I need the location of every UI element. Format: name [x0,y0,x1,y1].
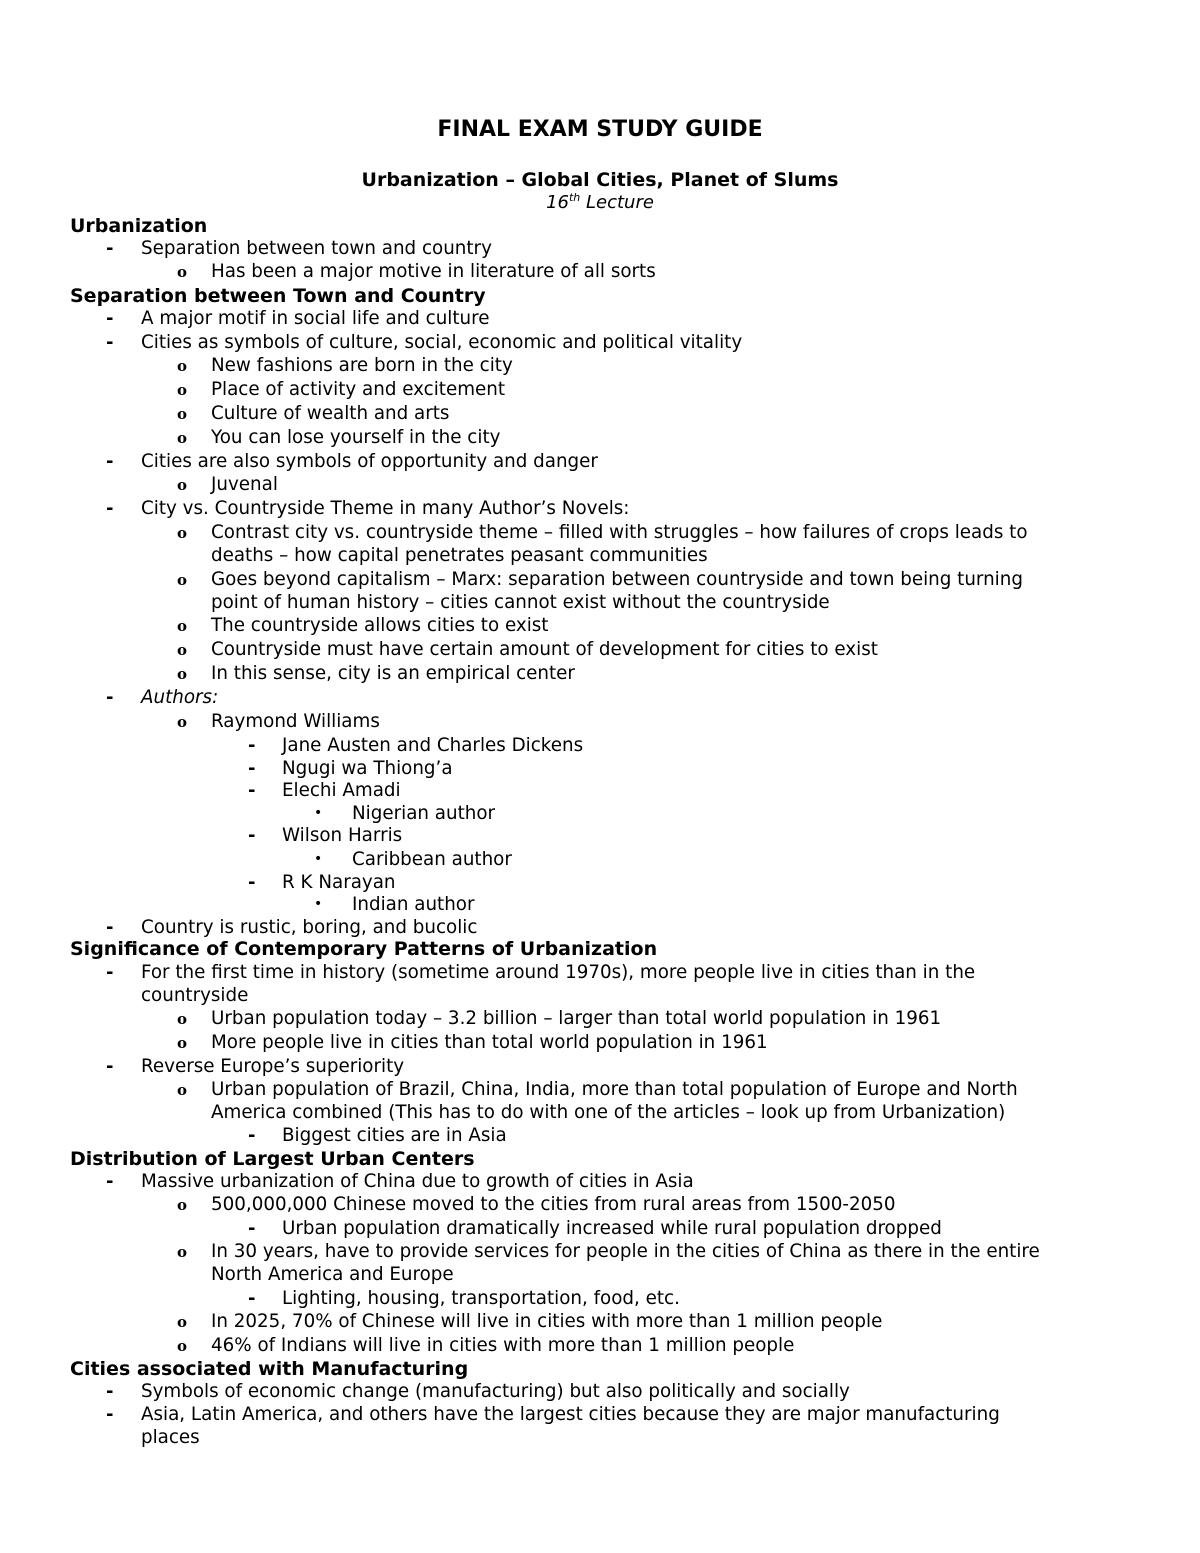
dash-marker: - [106,332,114,353]
list-item: Has been a major motive in literature of all sorts [211,261,656,282]
list-item: City vs. Countryside Theme in many Author’s Novels: [141,498,630,519]
list-item: Nigerian author [352,803,496,824]
o-marker: o [177,1337,188,1355]
list-item-continuation: point of human history – cities cannot exist without the countryside [211,592,830,613]
list-item: Goes beyond capitalism – Marx: separation between countryside and town being turning [211,569,1023,590]
lecture-ordinal: th [568,191,581,204]
o-marker: o [177,641,188,659]
list-item: 46% of Indians will live in cities with more than 1 million people [211,1335,795,1356]
document-subtitle: Urbanization – Global Cities, Planet of Slums [361,169,839,191]
dash-marker: - [248,872,256,893]
list-item: Massive urbanization of China due to growth of cities in Asia [141,1171,694,1192]
o-marker: o [177,1243,188,1261]
dash-marker: - [248,825,256,846]
section-heading-town-country: Separation between Town and Country [70,285,486,307]
list-item: In this sense, city is an empirical center [211,663,575,684]
o-marker: o [177,263,188,281]
lecture-label [0,192,1200,214]
section-heading-significance: Significance of Contemporary Patterns of Urbanization [70,938,658,960]
list-item-continuation: places [141,1427,200,1448]
list-item-continuation: North America and Europe [211,1264,454,1285]
list-item: Culture of wealth and arts [211,403,450,424]
document-title: FINAL EXAM STUDY GUIDE [437,117,763,142]
o-marker: o [177,357,188,375]
o-marker: o [177,1081,188,1099]
dash-marker: - [106,1171,114,1192]
bullet-marker: • [314,805,323,821]
o-marker: o [177,476,188,494]
list-item: Biggest cities are in Asia [282,1125,507,1146]
list-item: New fashions are born in the city [211,355,513,376]
dash-marker: - [106,1056,114,1077]
o-marker: o [177,429,188,447]
list-item: Elechi Amadi [282,780,401,801]
dash-marker: - [106,1381,114,1402]
dash-marker: - [106,498,114,519]
list-item: Raymond Williams [211,711,380,732]
dash-marker: - [248,735,256,756]
list-item: Urban population today – 3.2 billion – larger than total world population in 1961 [211,1008,942,1029]
dash-marker: - [106,308,114,329]
list-item: Place of activity and excitement [211,379,506,400]
list-item-continuation: deaths – how capital penetrates peasant communities [211,545,708,566]
o-marker: o [177,617,188,635]
dash-marker: - [106,962,114,983]
bullet-marker: • [314,896,323,912]
list-item: Countryside must have certain amount of development for cities to exist [211,639,878,660]
dash-marker: - [106,1404,114,1425]
list-item: You can lose yourself in the city [211,427,501,448]
o-marker: o [177,571,188,589]
list-item: Separation between town and country [141,238,492,259]
dash-marker: - [248,1125,256,1146]
list-item: Authors: [141,687,219,708]
list-item: Cities are also symbols of opportunity and danger [141,451,598,472]
list-item: Ngugi wa Thiong’a [282,758,453,779]
lecture-number: 16 [546,192,569,213]
dash-marker: - [248,780,256,801]
dash-marker: - [106,451,114,472]
list-item-continuation: countryside [141,985,249,1006]
list-item: Wilson Harris [282,825,403,846]
o-marker: o [177,1313,188,1331]
list-item: Caribbean author [352,849,512,870]
list-item: Lighting, housing, transportation, food, etc. [282,1288,680,1309]
list-item-continuation: America combined (This has to do with one of the articles – look up from Urbanization) [211,1102,1006,1123]
section-heading-distribution: Distribution of Largest Urban Centers [70,1148,475,1170]
lecture-word: Lecture [580,192,654,213]
list-item: For the first time in history (sometime around 1970s), more people live in cities than in the [141,962,976,983]
list-item: Juvenal [211,474,278,495]
list-item: Urban population dramatically increased while rural population dropped [282,1218,942,1239]
list-item: 500,000,000 Chinese moved to the cities from rural areas from 1500-2050 [211,1194,896,1215]
dash-marker: - [106,238,114,259]
bullet-marker: • [314,851,323,867]
o-marker: o [177,1196,188,1214]
dash-marker: - [106,917,114,938]
o-marker: o [177,1010,188,1028]
list-item: Symbols of economic change (manufacturing) but also politically and socially [141,1381,850,1402]
list-item: Reverse Europe’s superiority [141,1056,405,1077]
list-item: A major motif in social life and culture [141,308,490,329]
o-marker: o [177,665,188,683]
o-marker: o [177,524,188,542]
o-marker: o [177,713,188,731]
dash-marker: - [248,758,256,779]
list-item: In 30 years, have to provide services for people in the cities of China as there in the entire [211,1241,1040,1262]
list-item: More people live in cities than total world population in 1961 [211,1032,768,1053]
dash-marker: - [106,687,114,708]
list-item: Cities as symbols of culture, social, economic and political vitality [141,332,743,353]
list-item: In 2025, 70% of Chinese will live in cities with more than 1 million people [211,1311,883,1332]
dash-marker: - [248,1218,256,1239]
list-item: Asia, Latin America, and others have the largest cities because they are major manufacturing [141,1404,1000,1425]
o-marker: o [177,405,188,423]
o-marker: o [177,381,188,399]
section-heading-manufacturing: Cities associated with Manufacturing [70,1358,469,1380]
list-item: The countryside allows cities to exist [211,615,549,636]
dash-marker: - [248,1288,256,1309]
list-item: R K Narayan [282,872,396,893]
list-item: Urban population of Brazil, China, India, more than total population of Europe and North [211,1079,1018,1100]
list-item: Jane Austen and Charles Dickens [282,735,584,756]
section-heading-urbanization: Urbanization [70,215,208,237]
o-marker: o [177,1034,188,1052]
list-item: Country is rustic, boring, and bucolic [141,917,478,938]
list-item: Contrast city vs. countryside theme – filled with struggles – how failures of crops leads to [211,522,1028,543]
list-item: Indian author [352,894,475,915]
